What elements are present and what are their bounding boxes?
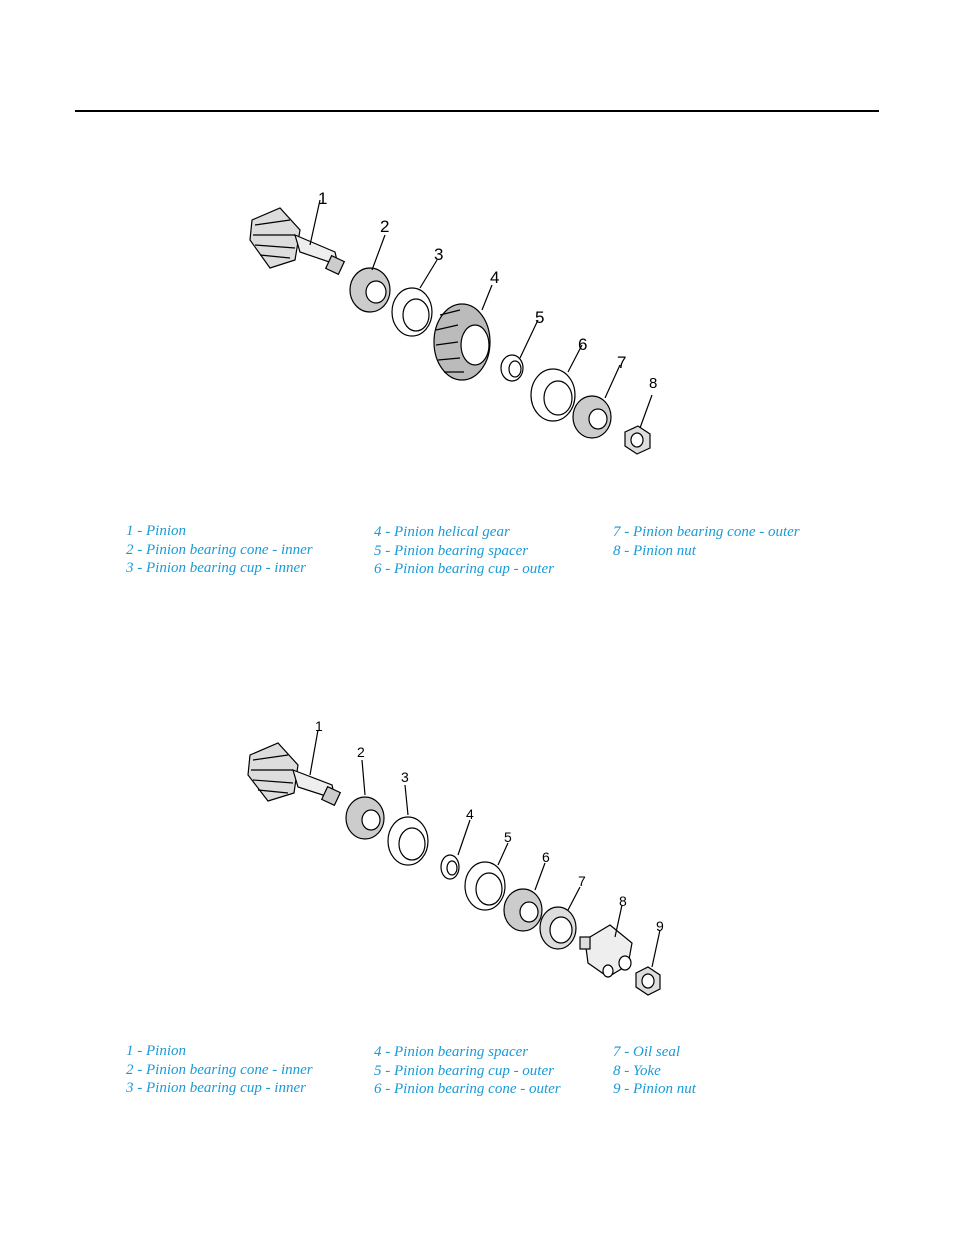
bearing-cup-outer-part [531, 369, 575, 421]
helical-gear-part [434, 304, 490, 380]
legend-item: 4 - Pinion helical gear [374, 524, 510, 540]
callout-2: 2 [357, 744, 365, 760]
callout-9: 9 [656, 918, 664, 934]
bearing-cone-inner-part [350, 268, 390, 312]
callout-7: 7 [617, 353, 627, 372]
header-rule [75, 110, 879, 112]
pinion-nut-part [636, 967, 660, 995]
legend-item: 7 - Oil seal [613, 1044, 681, 1060]
legend-item: 1 - Pinion [126, 523, 186, 539]
yoke-part [580, 925, 632, 977]
bearing-cone-outer-part [573, 396, 611, 438]
bearing-spacer-part [501, 355, 523, 381]
callout-2: 2 [380, 217, 390, 236]
callout-1: 1 [315, 718, 323, 734]
legend-item: 1 - Pinion [126, 1043, 186, 1059]
legend-item: 8 - Pinion nut [613, 542, 696, 559]
legend-item: 2 - Pinion bearing cone - inner [126, 1061, 313, 1078]
callout-3: 3 [401, 769, 409, 785]
bearing-cup-inner-part [392, 288, 432, 336]
exploded-view-diagram-2 [240, 715, 680, 1005]
bearing-cup-inner-part [388, 817, 428, 865]
legend-item: 8 - Yoke [613, 1062, 661, 1079]
callout-1: 1 [318, 189, 328, 208]
legend-item: 7 - Pinion bearing cone - outer [613, 524, 800, 540]
legend-item: 9 - Pinion nut [613, 1081, 696, 1097]
callout-4: 4 [490, 268, 500, 287]
legend-item: 5 - Pinion bearing spacer [374, 542, 529, 559]
bearing-cup-outer-part [465, 862, 505, 910]
legend-item: 2 - Pinion bearing cone - inner [126, 541, 313, 558]
bearing-spacer-part [441, 855, 459, 879]
pinion-part [250, 208, 344, 274]
legend-item: 6 - Pinion bearing cone - outer [374, 1081, 561, 1097]
pinion-nut-part [625, 426, 650, 454]
callout-5: 5 [535, 308, 545, 327]
callout-6: 6 [542, 849, 550, 865]
pinion-part [248, 743, 340, 805]
legend-item: 3 - Pinion bearing cup - inner [126, 560, 306, 576]
legend-item: 4 - Pinion bearing spacer [374, 1044, 529, 1060]
legend-item: 6 - Pinion bearing cup - outer [374, 561, 554, 577]
callout-7: 7 [578, 873, 586, 889]
bearing-cone-inner-part [346, 797, 384, 839]
bearing-cone-outer-part [504, 889, 542, 931]
legend-diagram-2 [126, 1042, 846, 1102]
callout-8: 8 [619, 893, 627, 909]
legend-item: 3 - Pinion bearing cup - inner [126, 1080, 306, 1096]
callout-5: 5 [504, 829, 512, 845]
legend-diagram-1 [126, 522, 846, 582]
exploded-view-diagram-1 [240, 180, 680, 470]
legend-item: 5 - Pinion bearing cup - outer [374, 1062, 554, 1079]
callout-8: 8 [649, 375, 658, 392]
callout-4: 4 [466, 806, 474, 822]
callout-3: 3 [434, 245, 444, 264]
oil-seal-part [540, 907, 576, 949]
callout-6: 6 [578, 335, 588, 354]
